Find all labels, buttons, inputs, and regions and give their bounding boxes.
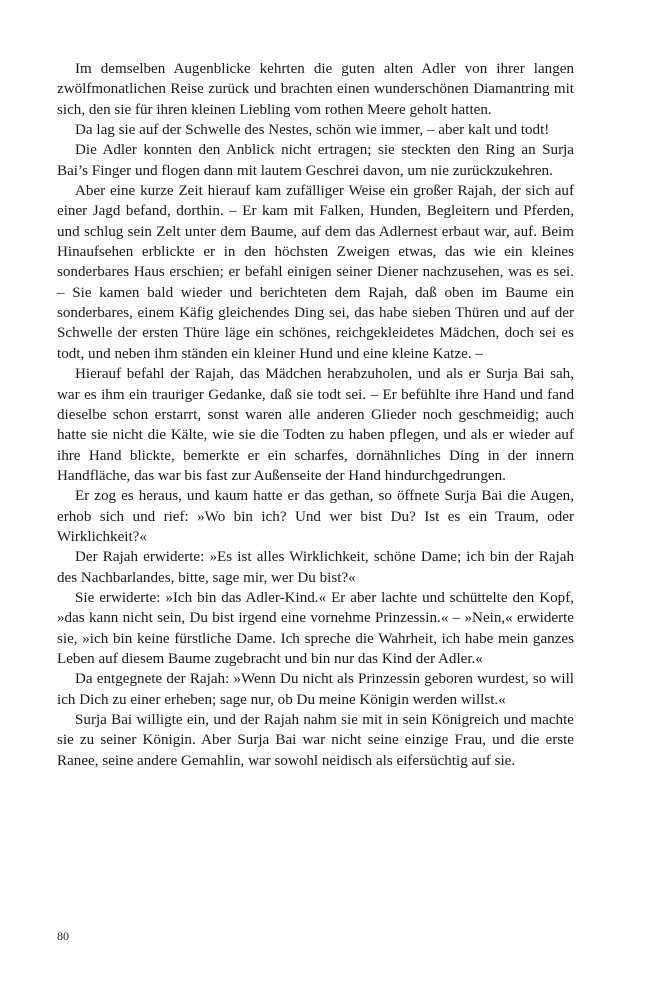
paragraph: Er zog es heraus, und kaum hatte er das gethan, so öffnete Surja Bai die Augen, erhob sich und rief: »Wo bin ich? Und wer bist Du? Ist es ein Traum, oder Wirklichkeit?« [57, 488, 574, 545]
body-text [57, 59, 574, 771]
paragraph: Aber eine kurze Zeit hierauf kam zufälliger Weise ein großer Rajah, der sich auf einer Jagd befand, dorthin. – Er kam mit Falken, Hunden, Begleitern und Pferden, und schlug sein Zelt unter dem Baume, auf dem das Adlernest erbaut war, auf. Beim Hinaufsehen erblickte er in den höchsten Zweigen etwas, das wie ein kleines sonderbares Haus erschien; er befahl einigen seiner Diener nachzusehen, was es sei. – Sie kamen bald wieder und berichteten dem Rajah, daß oben im Baume ein sonderbares, einem Käfig gleichendes Ding sei, das habe sieben Thüren und auf der Schwelle der ersten Thüre läge ein schönes, reichgekleidetes Mädchen, doch sei es todt, und neben ihm ständen ein kleiner Hund und eine kleine Katze. – [57, 183, 574, 362]
paragraph: Hierauf befahl der Rajah, das Mädchen herabzuholen, und als er Surja Bai sah, war es ihm ein trauriger Gedanke, daß sie todt sei. – Er befühlte ihre Hand und fand dieselbe schon erstarrt, sonst waren alle anderen Glieder noch geschmeidig; auch hatte sie nicht die Kälte, wie sie die Todten zu haben pflegen, und als er wieder auf ihre Hand blickte, bemerkte er ein scharfes, dornähnliches Ding in der innern Handfläche, das war bis fast zur Außenseite der Hand hindurchgedrungen. [57, 366, 574, 484]
paragraph: Da entgegnete der Rajah: »Wenn Du nicht als Prinzessin geboren wurdest, so will ich Dich zu einer erheben; sage nur, ob Du meine Königin werden willst.« [57, 671, 574, 708]
paragraph: Im demselben Augenblicke kehrten die guten alten Adler von ihrer langen zwölfmonatlichen Reise zurück und brachten einen wunderschönen Diamantring mit sich, den sie für ihren kleinen Liebling vom rothen Meere geholt hatten. [57, 61, 574, 118]
paragraph: Der Rajah erwiderte: »Es ist alles Wirklichkeit, schöne Dame; ich bin der Rajah des Nachbarlandes, bitte, sage mir, wer Du bist?« [57, 549, 574, 586]
paragraph: Surja Bai willigte ein, und der Rajah nahm sie mit in sein Königreich und machte sie zu seiner Königin. Aber Surja Bai war nicht seine einzige Frau, und die erste Ranee, seine andere Gemahlin, war sowohl neidisch als eifersüchtig auf sie. [57, 712, 574, 769]
paragraph: Da lag sie auf der Schwelle des Nestes, schön wie immer, – aber kalt und todt! [75, 122, 550, 139]
paragraph: Sie erwiderte: »Ich bin das Adler-Kind.« Er aber lachte und schüttelte den Kopf, »das kann nicht sein, Du bist irgend eine vornehme Prinzessin.« – »Nein,« erwiderte sie, »ich bin keine fürstliche Dame. Ich spreche die Wahrheit, ich habe mein ganzes Leben auf diesem Baume zugebracht und bin nur das Kind der Adler.« [57, 589, 574, 667]
page-number: 80 [57, 929, 69, 943]
paragraph: Die Adler konnten den Anblick nicht ertragen; sie steckten den Ring an Surja Bai’s Finger und flogen dann mit lautem Geschrei davon, um nie zurückzukehren. [57, 142, 574, 179]
